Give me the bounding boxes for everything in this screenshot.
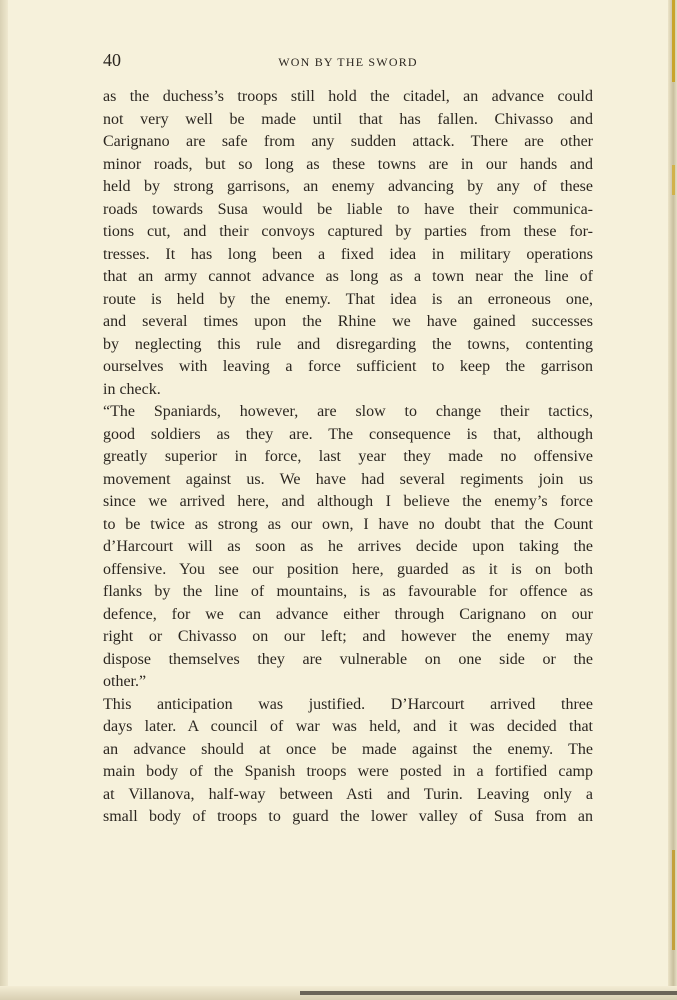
text-line: good soldiers as they are. The consequence is that, although [103,425,593,443]
gilt-edge-mark [672,165,675,195]
text-line: in check. [103,380,161,398]
text-line: flanks by the line of mountains, is as favourable for offence as [103,583,593,600]
text-line: movement against us. We have had several regiments join us [103,470,593,488]
text-line: to be twice as strong as our own, I have no doubt that the Count [103,515,593,533]
gilt-edge-mark [672,850,675,950]
text-line: “The Spaniards, however, are slow to change their tactics, [103,403,593,420]
text-line: This anticipation was justified. D’Harcourt arrived three [103,695,593,713]
running-title: WON BY THE SWORD [278,55,418,69]
text-line: ourselves with leaving a force sufficient to keep the garrison [103,358,593,375]
page-number: 40 [103,50,121,70]
text-line: held by strong garrisons, an enemy advancing by any of these [103,178,593,195]
running-head [103,50,593,72]
text-line: defence, for we can advance either through Carignano on our [103,605,593,623]
text-line: dispose themselves they are vulnerable on one side or the [103,650,593,668]
text-line: minor roads, but so long as these towns are in our hands and [103,155,593,173]
text-line: not very well be made until that has fallen. Chivasso and [103,110,593,128]
text-line: tions cut, and their convoys captured by parties from these for- [103,223,593,240]
text-line: Carignano are safe from any sudden attack. There are other [103,133,593,150]
body-text [103,86,593,829]
text-line: other.” [103,673,147,690]
text-line: an advance should at once be made against the enemy. The [103,740,593,758]
text-line: and several times upon the Rhine we have gained successes [103,313,593,330]
text-line: right or Chivasso on our left; and however the enemy may [103,628,593,645]
text-line: since we arrived here, and although I believe the enemy’s force [103,493,593,510]
page-bottom-edge [0,986,677,1000]
text-line: small body of troops to guard the lower valley of Susa from an [103,808,593,825]
text-line: route is held by the enemy. That idea is an erroneous one, [103,290,593,308]
text-line: at Villanova, half-way between Asti and Turin. Leaving only a [103,785,593,803]
text-line: by neglecting this rule and disregarding the towns, contenting [103,335,593,353]
text-line: greatly superior in force, last year they made no offensive [103,448,593,465]
text-line: main body of the Spanish troops were posted in a fortified camp [103,763,593,780]
text-line: that an army cannot advance as long as a town near the line of [103,268,593,285]
text-line: offensive. You see our position here, guarded as it is on both [103,560,593,578]
page-right-edge [668,0,677,1000]
page-left-edge [0,0,8,1000]
bottom-edge-rule [300,991,677,995]
text-line: tresses. It has long been a fixed idea in military operations [103,245,593,263]
text-line: days later. A council of war was held, and it was decided that [103,718,593,735]
text-line: as the duchess’s troops still hold the citadel, an advance could [103,88,593,105]
text-line: d’Harcourt will as soon as he arrives decide upon taking the [103,538,593,555]
gilt-edge-mark [672,0,675,82]
text-line: roads towards Susa would be liable to have their communica- [103,200,593,218]
